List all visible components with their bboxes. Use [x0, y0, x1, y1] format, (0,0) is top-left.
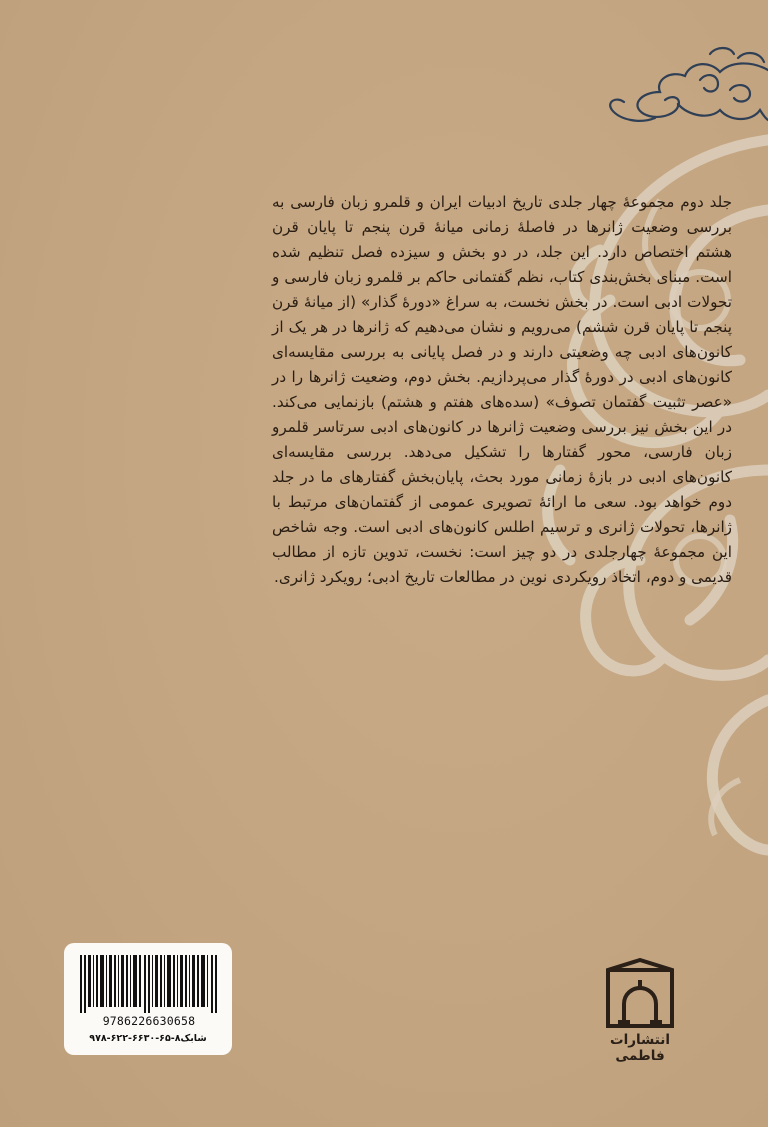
- publisher-name: انتشارات فاطمی: [610, 1032, 670, 1064]
- publisher-logo: [590, 958, 690, 1064]
- isbn-label: شابک۸-۶۵-۶۶۳۰-۶۲۲-۹۷۸: [89, 1033, 207, 1044]
- isbn-digits: 9786226630658: [102, 1014, 196, 1028]
- publisher-logo-icon: [604, 958, 676, 1028]
- isbn-barcode: [78, 955, 220, 1013]
- cloud-motif-icon: [560, 40, 768, 128]
- blurb-text: [272, 190, 732, 590]
- blurb-paragraph: جلد دوم مجموعهٔ چهار جلدی تاریخ ادبیات ایران و قلمرو زبان فارسی به بررسی وضعیت ژانرها در فاصلهٔ زمانی میانهٔ قرن پنجم تا پایان قرن هشتم اختصاص دارد. این جلد، در دو بخش و سیزده فصل تنظیم شده است. مبنای بخش‌بندی کتاب، نظم گفتمانی حاکم بر قلمرو زبان فارسی و تحولات ادبی است. در بخش نخست، به سراغ «دورهٔ گذار» (از میانهٔ قرن پنجم تا پایان قرن ششم) می‌رویم و نشان می‌دهیم که ژانرها در هر یک از کانون‌های ادبی چه وضعیتی دارند و در فصل پایانی به بررسی مقایسه‌ای کانون‌های ادبی در دورهٔ گذار می‌پردازیم. بخش دوم، وضعیت ژانرها را در «عصر تثبیت گفتمان تصوف» (سده‌های هفتم و هشتم) بازنمایی می‌کند. در این بخش نیز بررسی وضعیت ژانرها در کانون‌های ادبی سرتاسر قلمرو زبان فارسی، محور گفتارها را تشکیل می‌دهد. بررسی مقایسه‌ای کانون‌های ادبی در بازهٔ زمانی مورد بحث، پایان‌بخش گفتارهای ما در جلد دوم خواهد بود. سعی ما ارائهٔ تصویری عمومی از گفتمان‌های مرتبط با ژانرها، تحولات ژانری و ترسیم اطلس کانون‌های ادبی است. وجه شاخص این مجموعهٔ چهارجلدی در دو چیز است: نخست، تدوین تازه از مطالب قدیمی و دوم، اتخاذ رویکردی نوین در مطالعات تاریخ ادبی؛ رویکرد ژانری.: [272, 193, 732, 586]
- barcode-label: [64, 943, 232, 1055]
